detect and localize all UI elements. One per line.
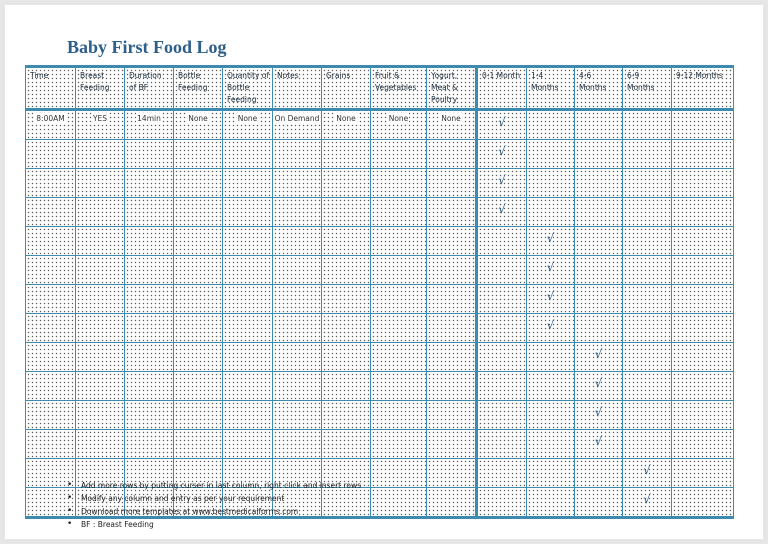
check-mark-icon: √ [546,260,555,274]
table-cell[interactable] [273,256,322,285]
table-cell[interactable] [575,198,623,227]
table-row [26,110,734,140]
table-cell[interactable] [427,285,477,314]
table-cell[interactable] [623,140,672,169]
table-cell[interactable] [477,169,527,198]
table-cell[interactable] [527,343,575,372]
table-cell[interactable] [322,140,371,169]
table-cell[interactable] [322,343,371,372]
table-cell[interactable] [26,169,76,198]
table-cell[interactable] [76,169,125,198]
table-cell[interactable] [672,372,734,401]
table-cell[interactable] [26,401,76,430]
table-cell[interactable] [26,372,76,401]
table-cell[interactable] [125,285,174,314]
table-cell[interactable] [125,140,174,169]
table-cell[interactable] [371,227,427,256]
table-cell[interactable] [623,169,672,198]
table-cell[interactable] [76,314,125,343]
table-cell[interactable] [623,227,672,256]
table-cell[interactable] [76,110,125,140]
table-cell[interactable] [427,140,477,169]
column-header-age-0-1-month: 0-1 Month [477,67,527,110]
table-cell[interactable] [371,140,427,169]
table-cell[interactable] [477,401,527,430]
table-cell[interactable] [125,198,174,227]
table-cell[interactable] [76,227,125,256]
column-header-time: Time [26,67,76,110]
table-cell[interactable] [371,314,427,343]
table-cell[interactable] [76,140,125,169]
table-cell[interactable] [427,256,477,285]
column-header-bottle-feeding: Bottle Feeding [174,67,223,110]
table-cell[interactable] [427,227,477,256]
table-cell[interactable] [223,227,273,256]
table-cell[interactable] [371,256,427,285]
table-cell[interactable] [575,227,623,256]
table-cell[interactable] [174,169,223,198]
check-mark-icon: √ [594,376,603,390]
table-cell[interactable] [575,401,623,430]
table-cell[interactable] [427,372,477,401]
table-cell[interactable] [672,198,734,227]
check-mark-icon: √ [546,231,555,245]
table-row [26,343,734,372]
table-cell[interactable] [527,198,575,227]
table-cell[interactable] [76,430,125,459]
table-row [26,285,734,314]
table-cell[interactable] [223,169,273,198]
table-cell[interactable] [322,169,371,198]
table-cell[interactable] [672,488,734,518]
table-cell[interactable] [371,198,427,227]
table-cell[interactable] [575,169,623,198]
document-title: Baby First Food Log [67,37,227,57]
table-cell[interactable] [575,430,623,459]
column-header-duration-of-bf: Duration of BF [125,67,174,110]
table-cell[interactable] [477,488,527,518]
table-cell[interactable] [76,372,125,401]
table-cell[interactable] [322,430,371,459]
cell-value: YES [92,114,108,123]
table-cell[interactable] [26,314,76,343]
table-cell[interactable] [623,198,672,227]
table-cell[interactable] [672,430,734,459]
table-cell[interactable] [273,198,322,227]
table-cell[interactable] [322,227,371,256]
table-cell[interactable] [76,401,125,430]
table-row [26,140,734,169]
table-cell[interactable] [26,256,76,285]
table-row [26,314,734,343]
table-cell[interactable] [371,285,427,314]
check-mark-icon: √ [594,347,603,361]
check-mark-icon: √ [498,115,506,129]
table-cell[interactable] [477,459,527,488]
table-cell[interactable] [273,227,322,256]
table-cell[interactable] [26,198,76,227]
table-cell[interactable] [371,488,427,518]
table-cell[interactable] [174,110,223,140]
cell-value: None [188,114,208,123]
column-header-notes: Notes [273,67,322,110]
check-mark-icon: √ [498,144,506,158]
table-cell[interactable] [26,285,76,314]
column-header-breast-feeding: Breast Feeding [76,67,125,110]
table-cell[interactable] [322,401,371,430]
table-cell[interactable] [125,169,174,198]
table-cell[interactable] [223,140,273,169]
table-cell[interactable] [623,430,672,459]
table-cell[interactable] [125,314,174,343]
table-cell[interactable] [427,343,477,372]
table-cell[interactable] [527,401,575,430]
table-cell[interactable] [575,372,623,401]
table-cell[interactable] [371,430,427,459]
table-cell[interactable] [672,110,734,140]
cell-value: None [336,114,356,123]
table-cell[interactable] [174,401,223,430]
cell-value: None [388,114,409,123]
table-cell[interactable] [623,459,672,488]
table-cell[interactable] [527,140,575,169]
table-row [26,227,734,256]
table-cell[interactable] [672,285,734,314]
table-cell[interactable] [223,285,273,314]
table-cell[interactable] [76,343,125,372]
table-cell[interactable] [371,343,427,372]
table-cell[interactable] [477,198,527,227]
table-cell[interactable] [427,401,477,430]
table-cell[interactable] [427,198,477,227]
table-row [26,372,734,401]
table-cell[interactable] [273,372,322,401]
table-cell[interactable] [527,459,575,488]
table-cell[interactable] [273,140,322,169]
table-cell[interactable] [76,256,125,285]
table-cell[interactable] [575,459,623,488]
table-cell[interactable] [527,169,575,198]
table-cell[interactable] [575,314,623,343]
table-cell[interactable] [477,110,527,140]
table-cell[interactable] [672,314,734,343]
table-cell[interactable] [623,110,672,140]
table-cell[interactable] [477,343,527,372]
table-cell[interactable] [223,430,273,459]
table-cell[interactable] [427,459,477,488]
column-header-quantity-of-bottle-feeding: Quantity of Bottle Feeding [223,67,273,110]
table-cell[interactable] [174,343,223,372]
column-header-age-6-9-months: 6-9 Months [623,67,672,110]
food-log-table [25,65,734,519]
table-cell[interactable] [527,256,575,285]
table-cell[interactable] [477,314,527,343]
column-header-age-4-6-months: 4-6 Months [575,67,623,110]
column-header-yogurt-meat-poultry: Yogurt, Meat & Poultry [427,67,477,110]
check-mark-icon: √ [498,202,506,216]
instruction-item: • Modify any column and entry as per your requirement [67,492,361,505]
table-cell[interactable] [427,314,477,343]
table-cell[interactable] [575,488,623,518]
header-row [26,67,734,110]
table-cell[interactable] [174,314,223,343]
table-cell[interactable] [527,110,575,140]
document-page [5,5,763,539]
table-cell[interactable] [322,256,371,285]
table-cell[interactable] [527,285,575,314]
table-cell[interactable] [322,314,371,343]
table-cell[interactable] [223,343,273,372]
cell-value: 8:00AM [36,114,65,123]
table-cell[interactable] [477,372,527,401]
table-cell[interactable] [26,343,76,372]
instruction-item: • Add more rows by putting curser in last column, right click and insert rows [67,479,361,492]
table-cell[interactable] [76,198,125,227]
table-cell[interactable] [427,430,477,459]
table-cell[interactable] [371,169,427,198]
cell-value: 14min [137,114,161,123]
table-cell[interactable] [371,401,427,430]
table-cell[interactable] [477,140,527,169]
table-cell[interactable] [223,198,273,227]
table-row [26,401,734,430]
table-cell[interactable] [623,285,672,314]
column-header-age-1-4-months: 1-4 Months [527,67,575,110]
table-cell[interactable] [273,430,322,459]
table-row [26,430,734,459]
table-cell[interactable] [322,198,371,227]
instruction-item: • BF : Breast Feeding [67,518,361,531]
table-cell[interactable] [273,169,322,198]
instructions-list [67,479,361,531]
table-cell[interactable] [623,401,672,430]
table-cell[interactable] [527,314,575,343]
check-mark-icon: √ [546,318,555,332]
table-cell[interactable] [371,459,427,488]
table-cell[interactable] [527,227,575,256]
table-cell[interactable] [125,256,174,285]
table-cell[interactable] [575,343,623,372]
table-cell[interactable] [427,488,477,518]
instruction-item: • Download more templates at www.bestmedicalforms.com [67,505,361,518]
table-cell[interactable] [623,256,672,285]
table-cell[interactable] [322,372,371,401]
table-cell[interactable] [223,401,273,430]
table-cell[interactable] [371,372,427,401]
table-cell[interactable] [273,314,322,343]
table-cell[interactable] [174,227,223,256]
table-cell[interactable] [223,372,273,401]
cell-value: None [237,114,258,123]
table-cell[interactable] [623,488,672,518]
table-cell[interactable] [273,285,322,314]
check-mark-icon: √ [594,405,603,419]
table-cell[interactable] [174,198,223,227]
table-cell[interactable] [623,343,672,372]
table-cell[interactable] [322,285,371,314]
table-cell[interactable] [273,401,322,430]
table-row [26,256,734,285]
check-mark-icon: √ [546,289,555,303]
table-cell[interactable] [223,110,273,140]
table-cell[interactable] [322,110,371,140]
column-header-grains: Grains [322,67,371,110]
table-cell[interactable] [26,227,76,256]
table-cell[interactable] [527,430,575,459]
table-cell[interactable] [477,285,527,314]
table-cell[interactable] [575,285,623,314]
table-cell[interactable] [174,256,223,285]
table-cell[interactable] [125,227,174,256]
table-cell[interactable] [623,372,672,401]
table-cell[interactable] [174,285,223,314]
table-cell[interactable] [477,430,527,459]
table-cell[interactable] [575,140,623,169]
table-cell[interactable] [672,227,734,256]
column-header-fruit-vegetables: Fruit & Vegetables [371,67,427,110]
check-mark-icon: √ [498,173,506,187]
cell-value: On Demand [274,114,320,123]
table-cell[interactable] [174,140,223,169]
table-cell[interactable] [371,110,427,140]
table-cell[interactable] [527,372,575,401]
check-mark-icon: √ [643,492,651,506]
table-cell[interactable] [672,459,734,488]
check-mark-icon: √ [643,463,651,477]
table-cell[interactable] [125,401,174,430]
table-cell[interactable] [125,430,174,459]
table-cell[interactable] [125,372,174,401]
table-cell[interactable] [672,401,734,430]
table-cell[interactable] [174,430,223,459]
table-cell[interactable] [672,343,734,372]
table-cell[interactable] [26,430,76,459]
table-cell[interactable] [174,372,223,401]
table-cell[interactable] [273,110,322,140]
table-cell[interactable] [477,256,527,285]
table-cell[interactable] [125,343,174,372]
table-cell[interactable] [527,488,575,518]
table-row [26,198,734,227]
table-cell[interactable] [273,343,322,372]
table-cell[interactable] [623,314,672,343]
cell-value: None [441,114,461,123]
table-cell[interactable] [223,314,273,343]
table-cell[interactable] [575,110,623,140]
table-cell[interactable] [125,110,174,140]
table-cell[interactable] [427,169,477,198]
table-cell[interactable] [672,256,734,285]
check-mark-icon: √ [594,434,603,448]
table-cell[interactable] [223,256,273,285]
table-cell[interactable] [477,227,527,256]
table-cell[interactable] [575,256,623,285]
table-cell[interactable] [26,140,76,169]
table-cell[interactable] [76,285,125,314]
table-row [26,169,734,198]
table-cell[interactable] [427,110,477,140]
table-cell[interactable] [672,169,734,198]
table-cell[interactable] [672,140,734,169]
column-header-age-9-12-months: 9-12 Months [672,67,734,110]
table-cell[interactable] [26,110,76,140]
